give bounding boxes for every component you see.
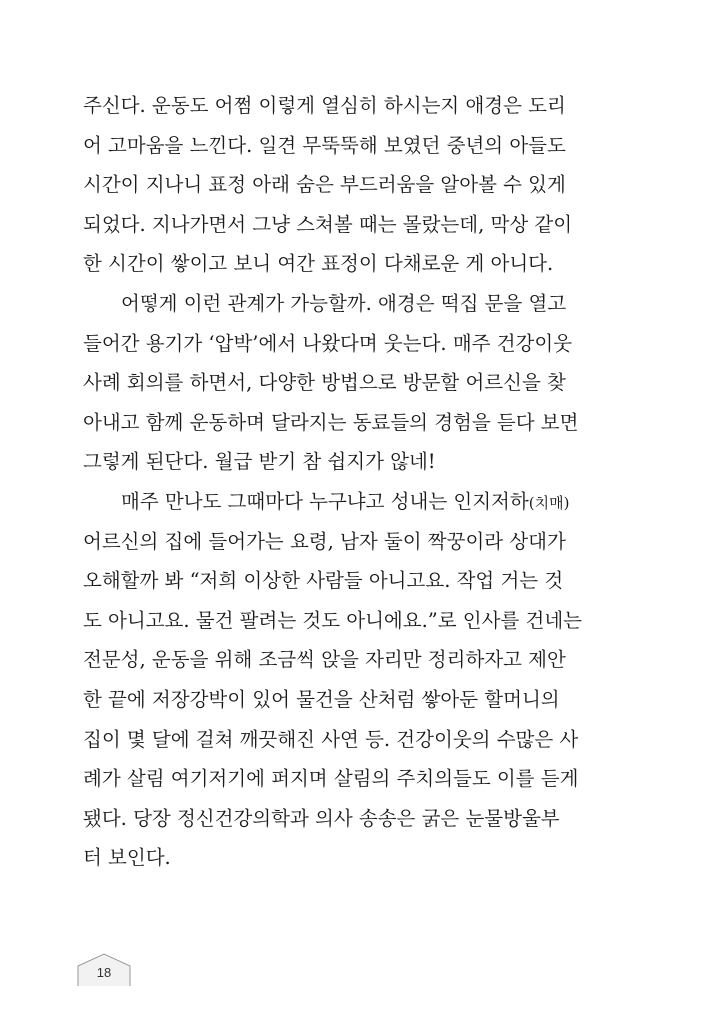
text-line: 어떻게 이런 관계가 가능할까. 애경은 떡집 문을 열고 <box>121 291 567 315</box>
body-text <box>83 86 583 878</box>
text-line: 주신다. 운동도 어쩜 이렇게 열심히 하시는지 애경은 도리 <box>83 94 566 117</box>
text-line-main: 매주 만나도 그때마다 누구냐고 성내는 인지저하 <box>121 489 529 513</box>
text-line: 되었다. 지나가면서 그냥 스쳐볼 때는 몰랐는데, 막상 같이 <box>83 212 573 236</box>
page-number-badge <box>77 953 131 987</box>
text-line: 그렇게 된단다. 월급 받기 참 쉽지가 않네! <box>83 450 436 474</box>
text-line-note: (치매) <box>528 493 570 512</box>
text-line: 한 끝에 저장강박이 있어 물건을 산처럼 쌓아둔 할머니의 <box>83 687 560 711</box>
text-line <box>83 482 570 522</box>
page-number: 18 <box>96 965 112 980</box>
text-line: 례가 살림 여기저기에 퍼지며 살림의 주치의들도 이를 듣게 <box>83 767 579 791</box>
text-line: 사례 회의를 하면서, 다양한 방법으로 방문할 어르신을 찾 <box>83 371 566 395</box>
text-line: 어 고마움을 느낀다. 일견 무뚝뚝해 보였던 중년의 아들도 <box>83 133 566 157</box>
text-line: 집이 몇 달에 걸쳐 깨끗해진 사연 등. 건강이웃의 수많은 사 <box>83 727 579 751</box>
text-line: 됐다. 당장 정신건강의학과 의사 송송은 굵은 눈물방울부 <box>83 806 560 830</box>
text-line: 터 보인다. <box>83 846 171 870</box>
text-line: 들어간 용기가 ‘압박’에서 나왔다며 웃는다. 매주 건강이웃 <box>83 331 573 355</box>
text-line: 도 아니고요. 물건 팔려는 것도 아니에요.”로 인사를 건네는 <box>83 608 583 632</box>
text-line: 시간이 지나니 표정 아래 숨은 부드러움을 알아볼 수 있게 <box>83 173 566 197</box>
text-line: 한 시간이 쌓이고 보니 여간 표정이 다채로운 게 아니다. <box>83 252 554 276</box>
text-line: 아내고 함께 운동하며 달라지는 동료들의 경험을 듣다 보면 <box>83 410 579 434</box>
text-line: 오해할까 봐 “저희 이상한 사람들 아니고요. 작업 거는 것 <box>83 569 564 593</box>
text-line: 전문성, 운동을 위해 조금씩 앉을 자리만 정리하자고 제안 <box>83 648 566 672</box>
text-line: 어르신의 집에 들어가는 요령, 남자 둘이 짝꿍이라 상대가 <box>83 529 566 553</box>
